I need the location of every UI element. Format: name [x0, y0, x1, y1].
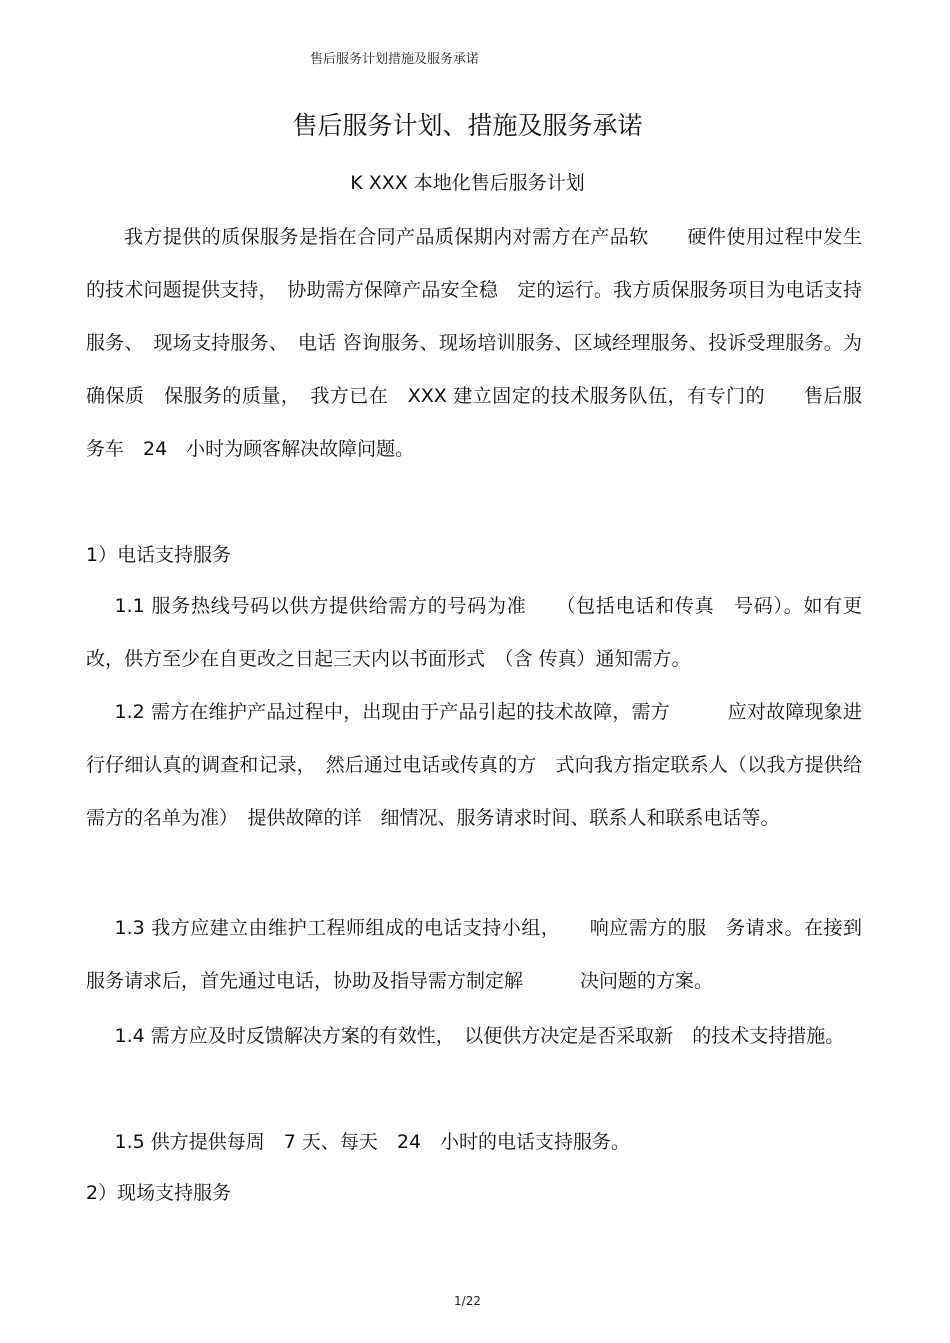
section-heading-phone-support: 1）电话支持服务 [86, 544, 232, 566]
document-title: 售后服务计划、措施及服务承诺 [292, 111, 643, 140]
running-header: 售后服务计划措施及服务承诺 [310, 52, 480, 67]
item-1-1-paragraph: 1.1 服务热线号码以供方提供给需方的号码为准 （包括电话和传真 号码）。如有更改，供方至少在自更改之日起三天内以书面形式 （含 传真）通知需方。 [86, 595, 862, 670]
document-subtitle: K XXX 本地化售后服务计划 [350, 172, 585, 194]
item-1-5-paragraph: 1.5 供方提供每周 7 天、每天 24 小时的电话支持服务。 [114, 1131, 631, 1153]
page-number: 1/22 [454, 1294, 481, 1308]
item-1-4-paragraph: 1.4 需方应及时反馈解决方案的有效性， 以便供方决定是否采取新 的技术支持措施。 [114, 1025, 845, 1047]
section-heading-onsite-support: 2）现场支持服务 [86, 1182, 232, 1204]
item-1-2-paragraph: 1.2 需方在维护产品过程中，出现由于产品引起的技术故障，需方 应对故障现象进行仔细认真的调查和记录， 然后通过电话或传真的方 式向我方指定联系人（以我方提供给需方的名单为准） 提供故障的详 细情况、服务请求时间、联系人和联系电话等。 [86, 701, 862, 829]
item-1-3-paragraph: 1.3 我方应建立由维护工程师组成的电话支持小组， 响应需方的服 务请求。在接到服务请求后，首先通过电话，协助及指导需方制定解 决问题的方案。 [86, 917, 862, 992]
intro-paragraph: 我方提供的质保服务是指在合同产品质保期内对需方在产品软 硬件使用过程中发生的技术问题提供支持， 协助需方保障产品安全稳 定的运行。我方质保服务项目为电话支持服务、 现场支持服务、 电话 咨询服务、现场培训服务、区域经理服务、投诉受理服务。为确保质 保服务的质量， 我方已在 XXX 建立固定的技术服务队伍，有专门的 售后服务车 24 小时为顾客解决故障问题。 [86, 226, 862, 460]
